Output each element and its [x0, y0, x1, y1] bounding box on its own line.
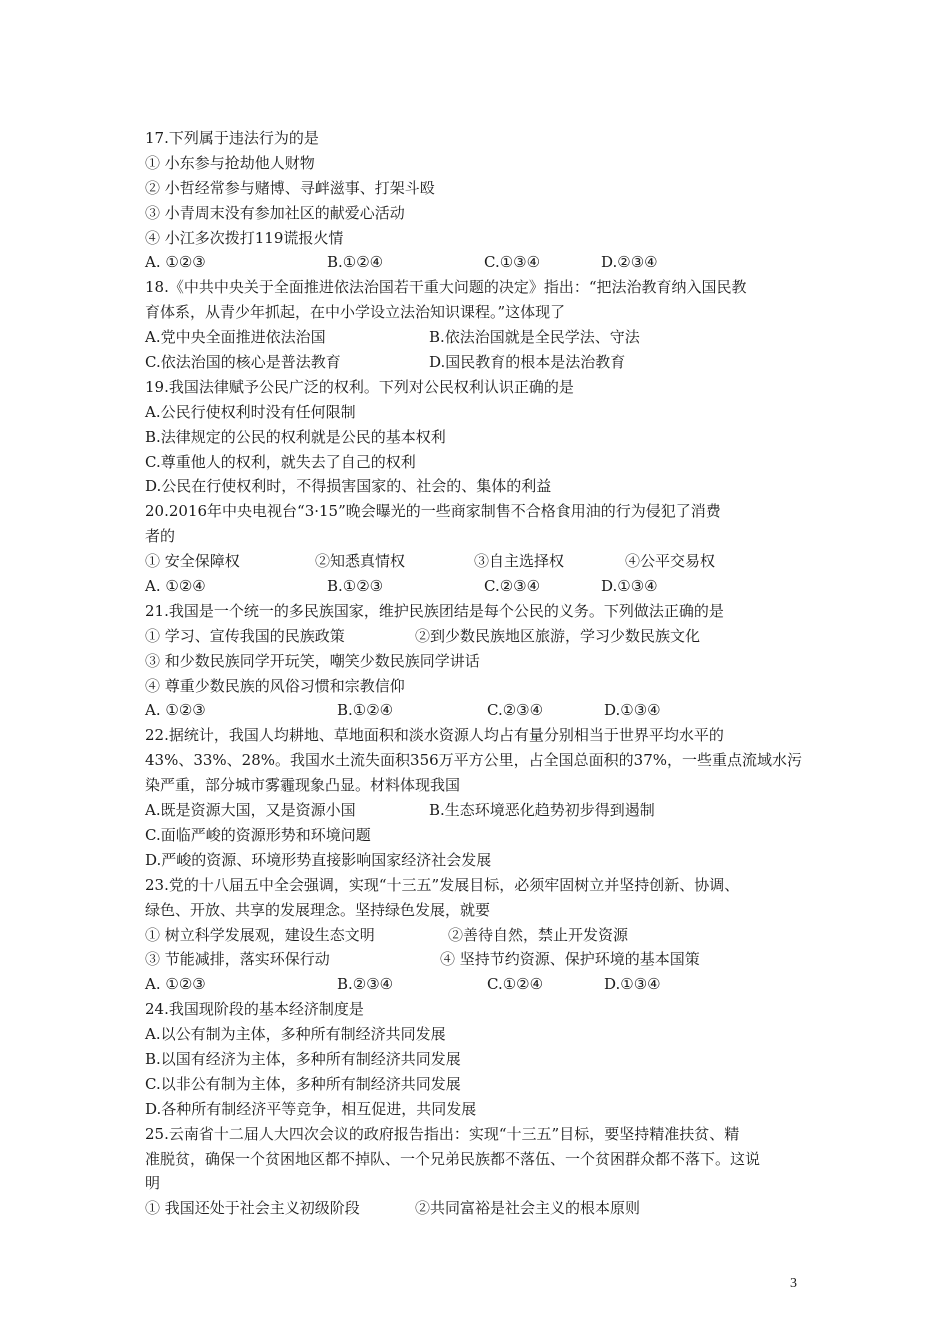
option-b: B.①②④ [337, 701, 394, 720]
statement: ④公平交易权 [625, 552, 716, 571]
statements-row [145, 624, 825, 649]
option-d: D.国民教育的根本是法治教育 [429, 353, 626, 372]
question-stem: 育体系，从青少年抓起，在中小学设立法治知识课程。”这体现了 [145, 303, 566, 322]
question-stem: 20.2016年中央电视台“3·15”晚会曝光的一些商家制售不合格食用油的行为侵犯了消费 [145, 502, 721, 521]
statement: ③自主选择权 [474, 552, 565, 571]
statement: ④ 尊重少数民族的风俗习惯和宗教信仰 [145, 676, 405, 695]
option-c: C.②③④ [484, 577, 541, 596]
question-20 [145, 499, 825, 599]
option-d: D.①③④ [604, 701, 661, 720]
statement: ① 安全保障权 [145, 552, 240, 571]
option-c: C.以非公有制为主体，多种所有制经济共同发展 [145, 1074, 461, 1093]
options-row [145, 798, 825, 823]
option-d: D.严峻的资源、环境形势直接影响国家经济社会发展 [145, 850, 492, 869]
option-a: A. ①②③ [145, 701, 206, 720]
statement: ③ 小青周末没有参加社区的献爱心活动 [145, 203, 405, 222]
option-d: D.①③④ [601, 577, 658, 596]
option-c: C.①③④ [484, 253, 541, 272]
question-stem: 19.我国法律赋予公民广泛的权利。下列对公民权利认识正确的是 [145, 377, 574, 396]
statement: ① 小东参与抢劫他人财物 [145, 153, 315, 172]
statements-row [145, 549, 825, 574]
statements-row [145, 947, 825, 972]
question-stem: 18.《中共中央关于全面推进依法治国若干重大问题的决定》指出：“把法治教育纳入国民教 [145, 278, 747, 297]
question-23 [145, 873, 825, 997]
option-b: B.②③④ [337, 975, 394, 994]
option-a: A.以公有制为主体，多种所有制经济共同发展 [145, 1025, 446, 1044]
option-b: B.法律规定的公民的权利就是公民的基本权利 [145, 427, 446, 446]
option-a: A. ①②③ [145, 975, 206, 994]
options-row [145, 698, 825, 723]
option-b: B.依法治国就是全民学法、守法 [429, 328, 640, 347]
question-17 [145, 126, 825, 275]
option-d: D.②③④ [601, 253, 658, 272]
question-stem: 者的 [145, 527, 176, 546]
options-row [145, 972, 825, 997]
question-stem: 绿色、开放、共享的发展理念。坚持绿色发展，就要 [145, 900, 491, 919]
option-c: C.依法治国的核心是普法教育 [145, 353, 341, 372]
statement: ②善待自然，禁止开发资源 [448, 925, 629, 944]
question-18 [145, 275, 825, 375]
question-stem: 明 [145, 1174, 161, 1193]
question-list [145, 126, 825, 1221]
option-b: B.①②③ [327, 577, 384, 596]
question-stem: 22.据统计，我国人均耕地、草地面积和淡水资源人均占有量分别相当于世界平均水平的 [145, 726, 724, 745]
statement: ④ 小江多次拨打119谎报火情 [145, 228, 344, 247]
option-d: D.各种所有制经济平等竞争，相互促进，共同发展 [145, 1099, 477, 1118]
question-stem: 17.下列属于违法行为的是 [145, 129, 319, 147]
option-a: A. ①②③ [145, 253, 206, 272]
statement: ③ 节能减排，落实环保行动 [145, 950, 330, 969]
question-22 [145, 723, 825, 872]
statements-row [145, 923, 825, 948]
options-row [145, 250, 825, 275]
question-19 [145, 375, 825, 499]
question-stem: 21.我国是一个统一的多民族国家，维护民族团结是每个公民的义务。下列做法正确的是 [145, 601, 724, 620]
statement: ②共同富裕是社会主义的根本原则 [415, 1199, 641, 1218]
option-c: C.①②④ [487, 975, 544, 994]
option-a: A.既是资源大国，又是资源小国 [145, 801, 356, 820]
option-d: D.公民在行使权利时，不得损害国家的、社会的、集体的利益 [145, 477, 552, 496]
statement: ② 小哲经常参与赌博、寻衅滋事、打架斗殴 [145, 178, 435, 197]
question-stem: 23.党的十八届五中全会强调，实现“十三五”发展目标，必须牢固树立并坚持创新、协调、 [145, 875, 740, 894]
question-stem: 染严重，部分城市雾霾现象凸显。材料体现我国 [145, 776, 461, 795]
options-row [145, 350, 825, 375]
statement: ① 树立科学发展观，建设生态文明 [145, 925, 375, 944]
statement: ②到少数民族地区旅游，学习少数民族文化 [415, 626, 701, 645]
option-b: B.①②④ [327, 253, 384, 272]
options-row [145, 574, 825, 599]
question-24 [145, 997, 825, 1121]
option-a: A.党中央全面推进依法治国 [145, 328, 326, 347]
option-b: B.以国有经济为主体，多种所有制经济共同发展 [145, 1049, 461, 1068]
page-number: 3 [790, 1276, 797, 1291]
question-stem: 25.云南省十二届人大四次会议的政府报告指出：实现“十三五”目标，要坚持精准扶贫、精 [145, 1124, 740, 1143]
statement: ① 我国还处于社会主义初级阶段 [145, 1199, 360, 1218]
question-stem: 24.我国现阶段的基本经济制度是 [145, 1000, 364, 1019]
option-b: B.生态环境恶化趋势初步得到遏制 [429, 801, 655, 820]
statement: ① 学习、宣传我国的民族政策 [145, 626, 345, 645]
statement: ③ 和少数民族同学开玩笑，嘲笑少数民族同学讲话 [145, 651, 480, 670]
options-row [145, 325, 825, 350]
option-c: C.尊重他人的权利，就失去了自己的权利 [145, 452, 416, 471]
option-c: C.面临严峻的资源形势和环境问题 [145, 825, 371, 844]
option-a: A.公民行使权利时没有任何限制 [145, 402, 356, 421]
option-a: A. ①②④ [145, 577, 206, 596]
option-c: C.②③④ [487, 701, 544, 720]
question-stem: 准脱贫，确保一个贫困地区都不掉队、一个兄弟民族都不落伍、一个贫困群众都不落下。这说 [145, 1149, 761, 1168]
question-21 [145, 599, 825, 723]
statement: ②知悉真情权 [315, 552, 406, 571]
option-d: D.①③④ [604, 975, 661, 994]
statements-row [145, 1196, 825, 1221]
question-25 [145, 1122, 825, 1222]
statement: ④ 坚持节约资源、保护环境的基本国策 [440, 950, 700, 969]
question-stem: 43%、33%、28%。我国水土流失面积356万平方公里，占全国总面积的37%，一些重点流域水污 [145, 751, 802, 770]
